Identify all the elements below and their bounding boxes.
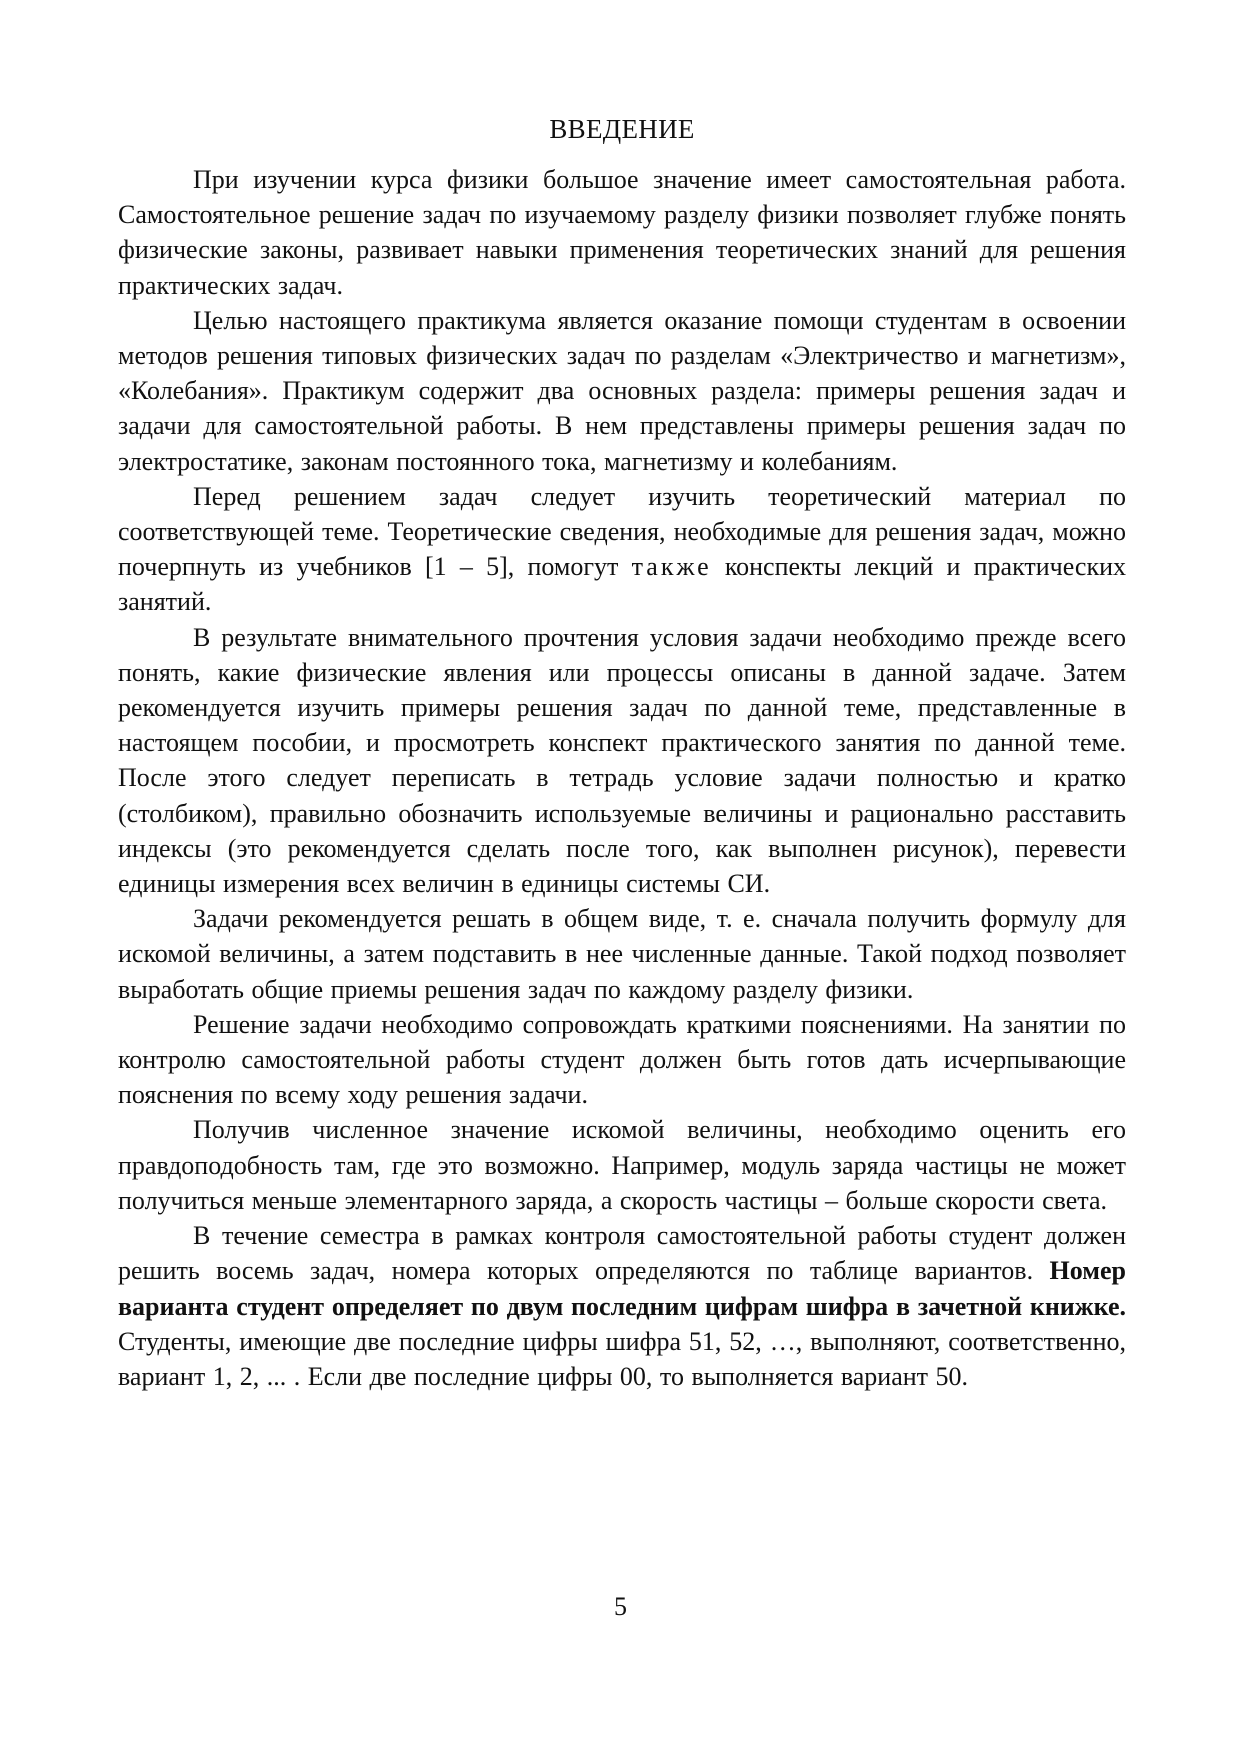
paragraph-method: В результате внимательного прочтения условия задачи необходимо прежде всего понять, какие физические явления или процессы описаны в данной задаче. Затем рекомендуется изучить примеры решения задач по данной теме, представленные в настоящем пособии, и просмотреть конспект практического занятия по данной теме. После этого следует переписать в тетрадь условие задачи полностью и кратко (столбиком), правильно обозначить используемые величины и рационально расставить индексы (это рекомендуется сделать после того, как выполнен рисунок), перевести единицы измерения всех величин в единицы системы СИ. — [118, 622, 1126, 899]
paragraph-goal: Целью настоящего практикума является оказание помощи студентам в освоении методов решения типовых физических задач по разделам «Электричество и магнетизм», «Колебания». Практикум содержит два основных раздела: примеры решения задач и задачи для самостоятельной работы. В нем представлены примеры решения задач по электростатике, законам постоянного тока, магнетизму и колебаниям. — [118, 305, 1126, 476]
paragraph-variants-text-after: Студенты, имеющие две последние цифры шифра 51, 52, …, выполняют, соответственно, вариант 1, 2, ... . Если две последние цифры 00, то выполняется вариант 50. — [118, 1326, 1126, 1391]
page-number: 5 — [614, 1592, 627, 1621]
paragraph-theory-spaced-word: также — [631, 552, 712, 582]
paragraph-theory-text-after: конспекты лекций и практических занятий. — [118, 552, 1126, 617]
paragraph-intro: При изучении курса физики большое значение имеет самостоятельная работа. Самостоятельное решение задач по изучаемому разделу физики позволяет глубже понять физические законы, развивает навыки применения теоретических знаний для решения практических задач. — [118, 165, 1126, 300]
paragraph-general-form: Задачи рекомендуется решать в общем виде, т. е. сначала получить формулу для искомой величины, а затем подставить в нее численные данные. Такой подход позволяет выработать общие приемы решения задач по каждому разделу физики. — [118, 904, 1126, 1004]
paragraph-theory-text-before: Перед решением задач следует изучить теоретический материал по соответствующей теме. Теоретические сведения, необходимые для решения задач, можно почерпнуть из учебников [1 – 5], помогут — [118, 481, 1126, 582]
page-title: ВВЕДЕНИЕ — [549, 114, 695, 144]
paragraph-variants-text-before: В течение семестра в рамках контроля самостоятельной работы студент должен решить восемь задач, номера которых определяются по таблице вариантов. — [118, 1221, 1126, 1286]
document-page — [118, 112, 1126, 1394]
paragraph-variants-bold-rule: Номер варианта студент определяет по двум последним цифрам шифра в зачетной книжке. — [118, 1256, 1126, 1321]
paragraph-explanations: Решение задачи необходимо сопровождать краткими пояснениями. На занятии по контролю самостоятельной работы студент должен быть готов дать исчерпывающие пояснения по всему ходу решения задачи. — [118, 1009, 1126, 1110]
paragraph-plausibility: Получив численное значение искомой величины, необходимо оценить его правдоподобность там, где это возможно. Например, модуль заряда частицы не может получиться меньше элементарного заряда, а скорость частицы – больше скорости света. — [118, 1115, 1126, 1215]
paragraph-theory — [118, 479, 1126, 620]
paragraph-variants — [118, 1218, 1126, 1394]
